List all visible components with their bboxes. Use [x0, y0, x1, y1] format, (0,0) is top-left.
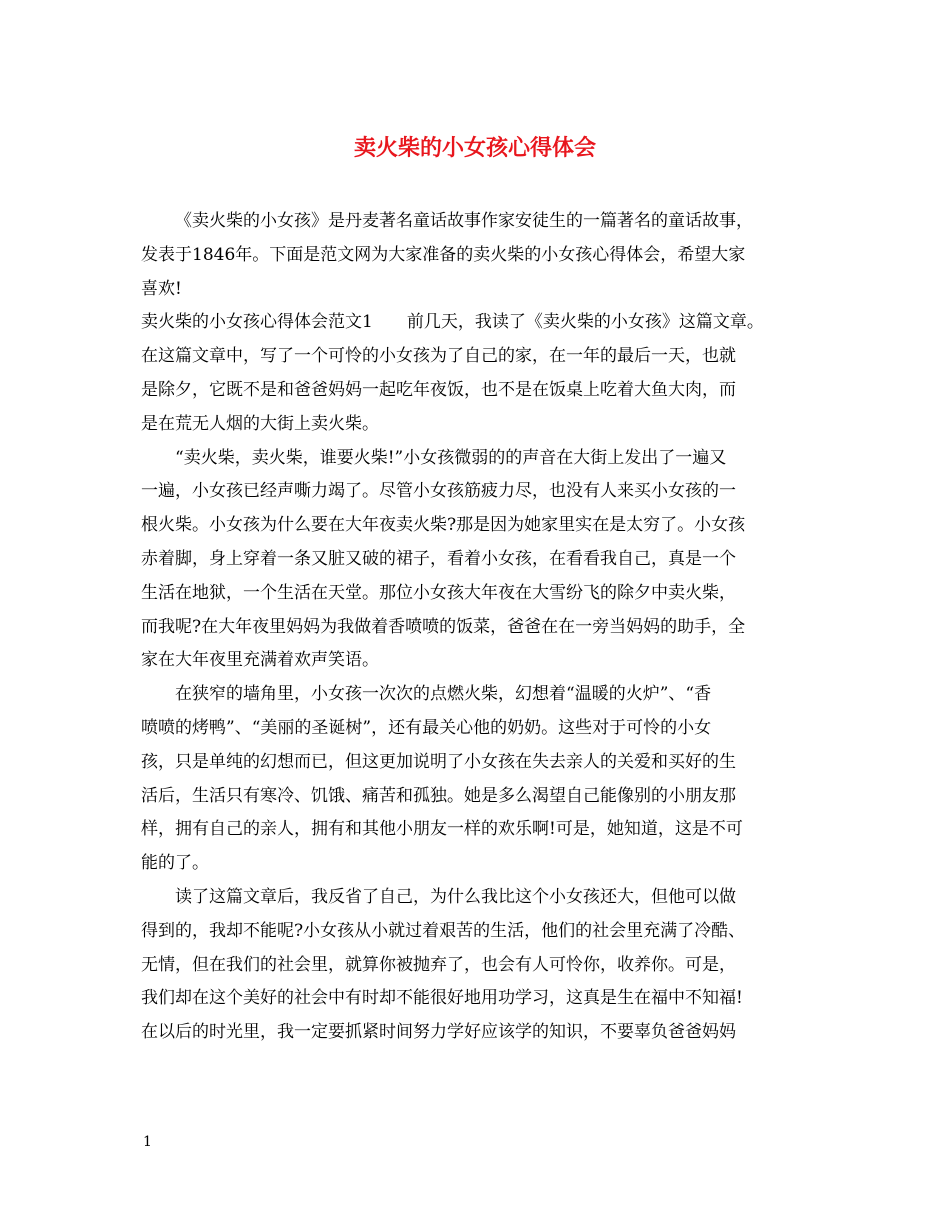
- text-line: 发表于1846年。下面是范文网为大家准备的卖火柴的小女孩心得体会，希望大家: [141, 244, 746, 265]
- paragraph-essay-start: [141, 306, 813, 441]
- text-line: 根火柴。小女孩为什么要在大年夜卖火柴?那是因为她家里实在是太穷了。小女孩: [141, 515, 746, 536]
- text-line: 是在荒无人烟的大街上卖火柴。: [141, 413, 379, 434]
- text-line: 家在大年夜里充满着欢声笑语。: [141, 650, 379, 671]
- text-line: 而我呢?在大年夜里妈妈为我做着香喷喷的饭菜，爸爸在在一旁当妈妈的助手，全: [141, 616, 746, 637]
- paragraph-reflection: [141, 881, 813, 1050]
- text-line: 《卖火柴的小女孩》是丹麦著名童话故事作家安徒生的一篇著名的童话故事，: [175, 211, 753, 231]
- text-line: 在以后的时光里，我一定要抓紧时间努力学好应该学的知识，不要辜负爸爸妈妈: [141, 1022, 736, 1043]
- text-line: 得到的，我却不能呢?小女孩从小就过着艰苦的生活，他们的社会里充满了冷酷、: [141, 920, 746, 941]
- text-line: 赤着脚，身上穿着一条又脏又破的裙子，看着小女孩，在看看我自己，真是一个: [141, 548, 736, 569]
- text-line: 读了这篇文章后，我反省了自己，为什么我比这个小女孩还大，但他可以做: [175, 886, 736, 907]
- text-line: 在狭窄的墙角里，小女孩一次次的点燃火柴，幻想着“温暖的火炉”、“香: [175, 684, 712, 705]
- text-line: “卖火柴，卖火柴，谁要火柴!”小女孩微弱的的声音在大街上发出了一遍又: [175, 447, 727, 468]
- paragraph-intro: [141, 205, 813, 306]
- text-line: 在这篇文章中，写了一个可怜的小女孩为了自己的家，在一年的最后一天，也就: [141, 346, 736, 367]
- text-line: 生活在地狱，一个生活在天堂。那位小女孩大年夜在大雪纷飞的除夕中卖火柴，: [141, 582, 736, 603]
- text-line: 喜欢!: [141, 278, 182, 299]
- text-line: 一遍，小女孩已经声嘶力竭了。尽管小女孩筋疲力尽，也没有人来买小女孩的一: [141, 481, 736, 502]
- text-line: 活后，生活只有寒冷、饥饿、痛苦和孤独。她是多么渴望自己能像别的小朋友那: [141, 785, 736, 806]
- text-line: 无情，但在我们的社会里，就算你被抛弃了，也会有人可怜你，收养你。可是，: [141, 954, 736, 975]
- paragraph-selling-matches: [141, 442, 813, 679]
- paragraph-lighting-matches: [141, 678, 813, 881]
- page-number: 1: [143, 1134, 152, 1150]
- text-line: 能的了。: [141, 853, 209, 874]
- text-line: 孩，只是单纯的幻想而已，但这更加说明了小女孩在失去亲人的关爱和买好的生: [141, 751, 736, 772]
- text-line: 样，拥有自己的亲人，拥有和其他小朋友一样的欢乐啊!可是，她知道，这是不可: [141, 819, 743, 840]
- document-body: [141, 205, 813, 1050]
- text-line: 喷喷的烤鸭”、“美丽的圣诞树”，还有最关心他的奶奶。这些对于可怜的小女: [141, 717, 712, 738]
- document-title: 卖火柴的小女孩心得体会: [353, 135, 596, 161]
- text-line: 卖火柴的小女孩心得体会范文1 前几天，我读了《卖火柴的小女孩》这篇文章。: [141, 312, 764, 333]
- text-line: 是除夕，它既不是和爸爸妈妈一起吃年夜饭，也不是在饭桌上吃着大鱼大肉，而: [141, 379, 736, 400]
- text-line: 我们却在这个美好的社会中有时却不能很好地用功学习，这真是生在福中不知福!: [141, 988, 743, 1009]
